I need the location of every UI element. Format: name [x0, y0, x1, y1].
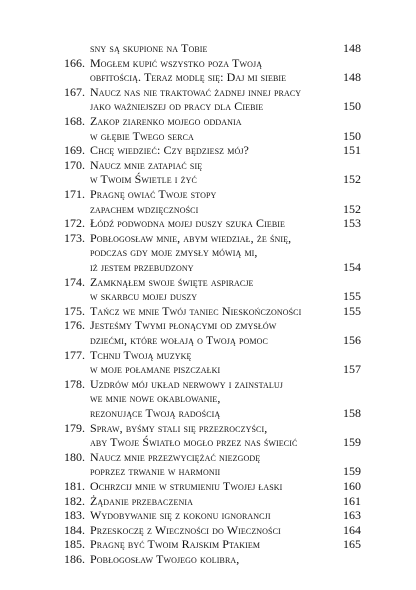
- toc-line: [0, 522, 416, 538]
- toc-line: [0, 536, 416, 552]
- toc-entry-title: Chcę wiedzieć: Czy będziesz mój?: [90, 143, 249, 158]
- toc-entry-title: Uzdrów mój układ nerwowy i zainstaluj: [90, 376, 283, 391]
- toc-entry-title: Tańcz we mnie Twój taniec Nieskończoności: [90, 303, 302, 318]
- toc-line: [0, 201, 416, 217]
- toc-entry-number: 170.: [64, 157, 85, 172]
- toc-line: [0, 303, 416, 319]
- toc-entry-page: 163: [343, 508, 361, 523]
- toc-line: [0, 376, 416, 392]
- toc-entry-title: Tchnij Twoją muzykę: [90, 347, 192, 362]
- toc-entry-page: 153: [343, 216, 361, 231]
- toc-line: [0, 493, 416, 509]
- toc-entry-title: Naucz nas nie traktować żadnej innej pracy: [90, 84, 302, 99]
- toc-entry-page: 148: [343, 41, 361, 55]
- toc-line: [0, 113, 416, 129]
- toc-entry-title: Naucz mnie zatapiać się: [90, 157, 203, 172]
- toc-entry-title: Żądanie przebaczenia: [90, 493, 193, 508]
- toc-line: [0, 449, 416, 465]
- toc-entry-title: obfitością. Teraz modlę się: Daj mi siebie: [90, 70, 287, 85]
- toc-entry-title: Ochrzcij mnie w strumieniu Twojej łaski: [90, 479, 283, 493]
- toc-line: [0, 434, 416, 450]
- toc-line: [0, 551, 416, 567]
- toc-line: [0, 98, 416, 114]
- toc-entry-number: 173.: [64, 230, 85, 245]
- toc-line: [0, 171, 416, 187]
- toc-entry-title: poprzez trwanie w harmonii: [90, 464, 221, 479]
- toc-entry-number: 167.: [64, 84, 85, 99]
- toc-line: [0, 274, 416, 290]
- toc-line: [0, 84, 416, 100]
- toc-entry-title: Zakop ziarenko mojego oddania: [90, 114, 242, 128]
- toc-line: [0, 142, 416, 158]
- toc-entry-title: aby Twoje Światło mogło przez nas świecić: [90, 435, 298, 450]
- toc-entry-title: Łódź podwodna mojej duszy szuka Ciebie: [90, 216, 286, 231]
- toc-entry-page: 164: [343, 522, 361, 537]
- toc-entry-page: 150: [343, 128, 361, 143]
- toc-line: [0, 420, 416, 436]
- toc-line: [0, 478, 416, 494]
- toc-entry-number: 168.: [64, 114, 85, 128]
- toc-entry-number: 186.: [64, 552, 85, 566]
- toc-entry-title: Mogłem kupić wszystko poza Twoją: [90, 55, 263, 70]
- toc-entry-page: 156: [343, 333, 361, 347]
- toc-line: [0, 55, 416, 71]
- toc-entry-page: 157: [343, 362, 361, 377]
- toc-line: [0, 317, 416, 333]
- toc-entry-title: zapachem wdzięczności: [90, 201, 199, 216]
- toc-entry-title: Spraw, byśmy stali się przezroczyści,: [90, 420, 268, 435]
- toc-entry-number: 184.: [64, 522, 85, 537]
- toc-entry-number: 180.: [64, 449, 85, 464]
- toc-entry-title: w Twoim Świetle i żyć: [90, 172, 197, 187]
- toc-entry-page: 161: [343, 493, 361, 508]
- toc-entry-title: Pobłogosław mnie, abym wiedział, że śnię,: [90, 230, 292, 245]
- toc-entry-page: 158: [343, 406, 361, 420]
- toc-entry-title: Zamknąłem swoje święte aspiracje: [90, 274, 254, 289]
- toc-entry-page: 152: [343, 201, 361, 216]
- toc-line: [0, 405, 416, 421]
- toc-entry-page: 155: [343, 289, 361, 304]
- toc-entry-number: 177.: [64, 347, 85, 362]
- toc-entry-number: 179.: [64, 420, 85, 435]
- toc-entry-title: Wydobywanie się z kokonu ignorancji: [90, 508, 271, 523]
- toc-line: [0, 244, 416, 260]
- toc-entry-title: Pragnę być Twoim Rajskim Ptakiem: [90, 537, 261, 552]
- toc-line: [0, 332, 416, 348]
- toc-entry-page: 148: [343, 70, 361, 85]
- toc-entry-number: 175.: [64, 303, 85, 318]
- toc-line: [0, 288, 416, 304]
- toc-entry-page: 151: [343, 143, 361, 158]
- toc-entry-number: 172.: [64, 216, 85, 231]
- toc-entry-title: Naucz mnie przezwyciężać niezgodę: [90, 449, 261, 464]
- toc-entry-page: 152: [343, 172, 361, 187]
- toc-entry-page: 150: [343, 99, 361, 114]
- toc-entry-page: 159: [343, 464, 361, 479]
- toc-line: [0, 128, 416, 144]
- toc-line: [0, 390, 416, 406]
- toc-entry-title: w moje połamane piszczałki: [90, 362, 221, 377]
- toc-line: [0, 186, 416, 202]
- toc-entry-title: w głębie Twego serca: [90, 128, 194, 143]
- toc-entry-page: 159: [343, 435, 361, 450]
- toc-entry-title: Jesteśmy Twymi płonącymi od zmysłów: [90, 318, 277, 333]
- toc-entry-number: 176.: [64, 318, 85, 333]
- toc-line: [0, 230, 416, 246]
- toc-line: [0, 463, 416, 479]
- toc-entry-title: we mnie nowe okablowanie,: [90, 391, 221, 406]
- toc-entry-page: 160: [343, 479, 361, 493]
- toc-line: [0, 507, 416, 523]
- toc-entry-page: 155: [343, 303, 361, 318]
- toc-line: [0, 69, 416, 85]
- toc-line: [0, 157, 416, 173]
- toc-entry-number: 169.: [64, 143, 85, 158]
- toc-entry-title: jako ważniejszej od pracy dla Ciebie: [90, 99, 264, 114]
- toc-line: [0, 361, 416, 377]
- toc-line: [0, 347, 416, 363]
- toc-entry-number: 182.: [64, 493, 85, 508]
- toc-entry-number: 181.: [64, 479, 85, 493]
- toc-line: [0, 40, 416, 56]
- toc-entry-number: 185.: [64, 537, 85, 552]
- toc-line: [0, 259, 416, 275]
- toc-entry-title: dziećmi, które wołają o Twoją pomoc: [90, 333, 268, 347]
- toc-entry-number: 171.: [64, 187, 85, 201]
- toc-entry-number: 183.: [64, 508, 85, 523]
- toc-entry-number: 178.: [64, 376, 85, 391]
- toc-line: [0, 215, 416, 231]
- toc-entry-page: 165: [343, 537, 361, 552]
- toc-entry-title: w skarbcu mojej duszy: [90, 289, 198, 304]
- toc-entry-number: 166.: [64, 55, 85, 70]
- toc-entry-title: Pragnę owiać Twoje stopy: [90, 187, 217, 201]
- toc-entry-page: 154: [343, 260, 361, 274]
- toc-entry-title: sny są skupione na Tobie: [90, 41, 208, 55]
- toc-entry-title: rezonujące Twoją radością: [90, 406, 221, 420]
- toc-entry-number: 174.: [64, 274, 85, 289]
- toc-entry-title: Pobłogosław Twojego kolibra,: [90, 552, 240, 566]
- toc-entry-title: iż jestem przebudzony: [90, 260, 194, 274]
- toc-entry-title: podczas gdy moje zmysły mówią mi,: [90, 245, 258, 260]
- toc-entry-title: Przeskoczę z Wieczności do Wieczności: [90, 522, 281, 537]
